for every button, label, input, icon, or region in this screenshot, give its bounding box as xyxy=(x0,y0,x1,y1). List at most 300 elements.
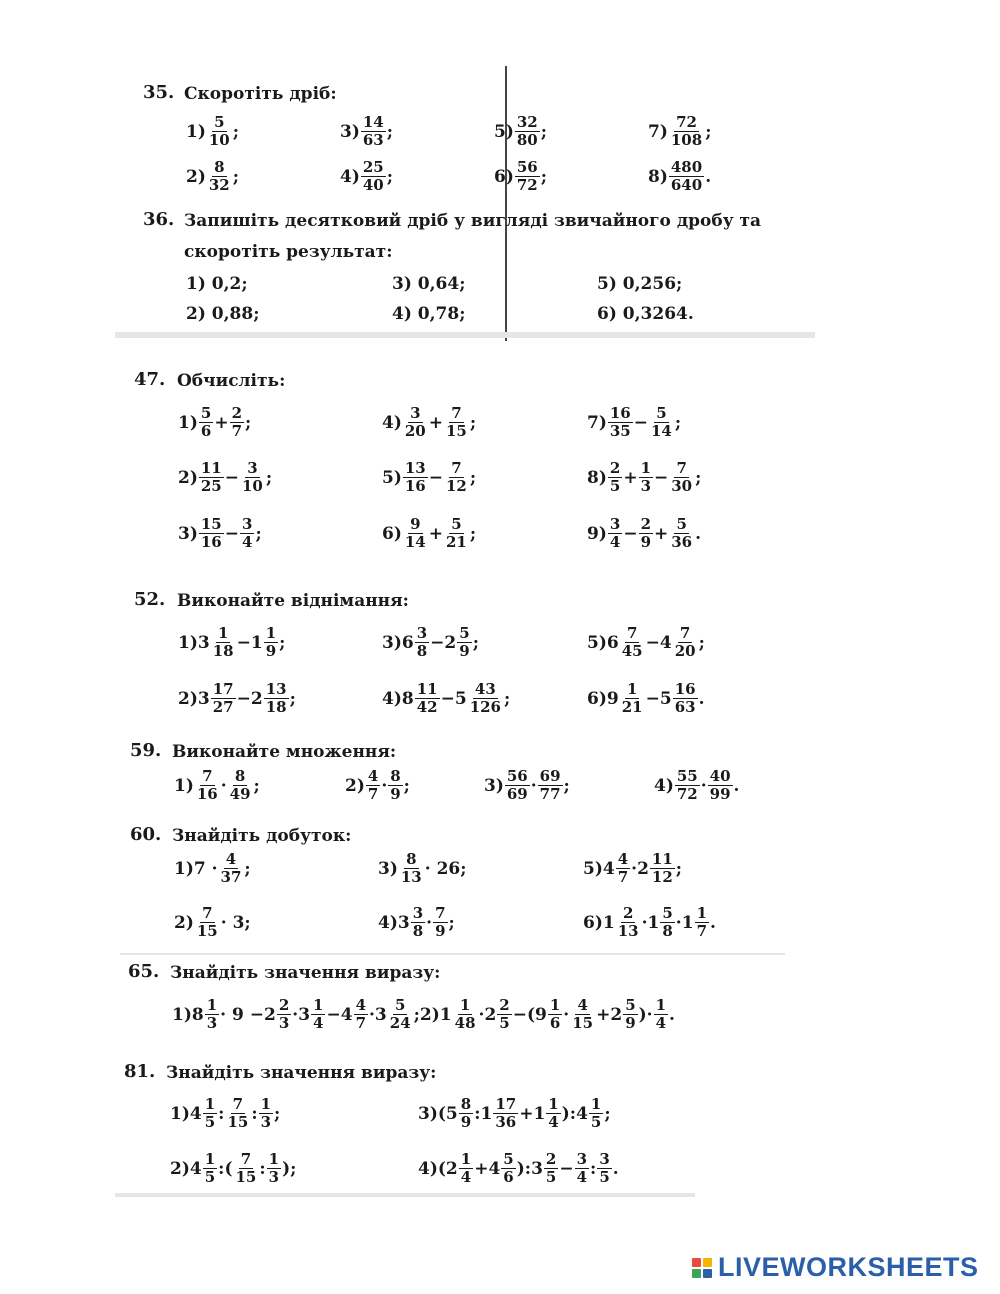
bracket: ) xyxy=(516,1158,525,1179)
item-label: 6) xyxy=(494,166,514,187)
numerator: 72 xyxy=(676,113,697,131)
denominator: 10 xyxy=(208,131,230,149)
fraction xyxy=(505,769,530,802)
ex47-item xyxy=(587,406,681,439)
item-label: 6) xyxy=(583,912,603,933)
fraction xyxy=(264,682,289,715)
denominator: 640 xyxy=(670,176,703,194)
denominator: 40 xyxy=(362,176,384,194)
numerator: 14 xyxy=(362,113,384,131)
fraction xyxy=(444,517,469,550)
numerator: 7 xyxy=(451,459,462,477)
denominator: 4 xyxy=(548,1113,559,1131)
fraction xyxy=(225,1097,250,1130)
fraction xyxy=(433,906,447,939)
fraction xyxy=(546,1097,560,1130)
denominator: 99 xyxy=(709,785,731,803)
denominator: 6 xyxy=(200,422,212,440)
numerator: 55 xyxy=(676,767,698,785)
punctuation: ; xyxy=(695,467,702,488)
ex35-item xyxy=(186,115,239,148)
denominator: 5 xyxy=(590,1113,602,1131)
denominator: 32 xyxy=(208,176,230,194)
whole-part: 4 xyxy=(602,858,615,879)
ex52-item xyxy=(587,626,705,659)
fraction xyxy=(459,1097,473,1130)
numerator: 1 xyxy=(640,459,651,477)
denominator: 108 xyxy=(670,131,703,149)
fraction xyxy=(211,626,236,659)
operator: 7 · xyxy=(193,858,218,879)
operator: − xyxy=(440,688,455,709)
fraction xyxy=(199,517,224,550)
fraction xyxy=(444,461,469,494)
denominator: 3 xyxy=(206,1014,218,1032)
ex59-item xyxy=(174,769,260,802)
operator: − xyxy=(654,467,669,488)
item-label: 4) xyxy=(382,688,402,709)
numerator: 5 xyxy=(394,996,406,1014)
punctuation: . xyxy=(612,1158,619,1179)
item-label: 7) xyxy=(587,412,607,433)
denominator: 7 xyxy=(696,922,707,940)
whole-part: 2 xyxy=(610,1004,623,1025)
fraction xyxy=(311,998,325,1031)
numerator: 4 xyxy=(577,996,588,1014)
whole-part: 1 xyxy=(681,912,694,933)
denominator: 5 xyxy=(609,477,621,495)
denominator: 13 xyxy=(617,922,639,940)
fraction xyxy=(444,406,469,439)
fraction xyxy=(669,160,704,193)
fraction xyxy=(639,461,653,494)
numerator: 1 xyxy=(460,1150,472,1168)
numerator: 3 xyxy=(576,1150,588,1168)
numerator: 4 xyxy=(617,850,629,868)
item-label: 1) xyxy=(178,632,198,653)
fraction xyxy=(544,1152,558,1185)
logo-text: LIVEWORKSHEETS xyxy=(718,1252,979,1282)
numerator: 56 xyxy=(506,767,528,785)
operator: · xyxy=(646,1004,653,1025)
punctuation: ; xyxy=(674,412,682,433)
ex59-title: Виконайте множення: xyxy=(172,742,397,762)
bracket: ) xyxy=(561,1103,570,1124)
numerator: 8 xyxy=(460,1095,472,1113)
fraction xyxy=(233,1152,258,1185)
punctuation: . xyxy=(669,1004,675,1025)
fraction xyxy=(639,517,653,550)
numerator: 1 xyxy=(204,1095,216,1113)
whole-part: 1 xyxy=(602,912,615,933)
ex65-item xyxy=(172,998,675,1031)
punctuation: ; xyxy=(604,1103,611,1124)
operator: − xyxy=(224,467,239,488)
fraction xyxy=(230,406,244,439)
operator: : xyxy=(218,1103,225,1124)
denominator: 9 xyxy=(390,785,401,803)
fraction xyxy=(623,998,637,1031)
item-label: 5) xyxy=(583,858,603,879)
fraction xyxy=(240,517,254,550)
fraction xyxy=(660,906,674,939)
numerator: 7 xyxy=(202,904,213,922)
punctuation: ; xyxy=(265,467,273,488)
ex60-title: Знайдіть добуток: xyxy=(172,826,352,846)
operator: + xyxy=(596,1004,611,1025)
fraction xyxy=(708,769,733,802)
denominator: 15 xyxy=(235,1168,257,1186)
operator: : xyxy=(569,1103,577,1124)
ex81-number: 81. xyxy=(124,1061,156,1082)
numerator: 1 xyxy=(268,1150,280,1168)
operator: : xyxy=(474,1103,481,1124)
punctuation: ; xyxy=(289,688,296,709)
operator: − xyxy=(559,1158,574,1179)
denominator: 4 xyxy=(242,533,253,551)
punctuation: . xyxy=(695,523,702,544)
ex81-item xyxy=(418,1097,611,1130)
numerator: 3 xyxy=(609,515,621,533)
ex36-title-line1: Запишіть десятковий дріб у вигляді звичайного дробу та xyxy=(184,211,762,231)
item-label: 2) xyxy=(186,166,206,187)
numerator: 8 xyxy=(214,158,225,176)
operator: · xyxy=(426,912,433,933)
operator: + xyxy=(654,523,669,544)
fraction xyxy=(675,769,700,802)
bracket: ) xyxy=(282,1158,291,1179)
item-label: 3) xyxy=(382,632,402,653)
ex52-item xyxy=(587,682,704,715)
scan-bottom-strip-1 xyxy=(115,332,815,338)
numerator: 5 xyxy=(200,404,212,422)
numerator: 8 xyxy=(234,767,246,785)
numerator: 3 xyxy=(410,404,421,422)
numerator: 480 xyxy=(670,158,703,176)
logo-square-yellow xyxy=(703,1258,712,1267)
ex60-number: 60. xyxy=(130,824,162,845)
punctuation: ; xyxy=(386,166,394,187)
numerator: 1 xyxy=(217,624,229,642)
operator: · 26; xyxy=(424,858,467,879)
operator: · xyxy=(675,912,682,933)
punctuation: . xyxy=(705,166,712,187)
denominator: 49 xyxy=(229,785,251,803)
numerator: 7 xyxy=(451,404,462,422)
item-label: 2) xyxy=(178,688,198,709)
whole-part: 2 xyxy=(444,632,457,653)
ex60-item xyxy=(174,852,251,885)
ex36-item-4: 4) 0,78; xyxy=(392,304,466,324)
whole-part: 5 xyxy=(445,1103,458,1124)
ex47-number: 47. xyxy=(134,369,166,390)
punctuation: ; xyxy=(244,858,251,879)
denominator: 30 xyxy=(671,477,693,495)
operator: : xyxy=(524,1158,532,1179)
denominator: 16 xyxy=(200,533,222,551)
ex59-item xyxy=(484,769,570,802)
fraction xyxy=(411,906,425,939)
denominator: 4 xyxy=(655,1014,667,1032)
operator: : xyxy=(259,1158,266,1179)
numerator: 7 xyxy=(679,624,691,642)
numerator: 5 xyxy=(662,904,673,922)
numerator: 7 xyxy=(676,459,687,477)
ex36-number: 36. xyxy=(143,209,175,230)
punctuation: ; xyxy=(232,121,240,142)
fraction xyxy=(207,115,232,148)
fraction xyxy=(597,1152,611,1185)
denominator: 3 xyxy=(260,1113,272,1131)
ex47-item xyxy=(382,517,476,550)
numerator: 4 xyxy=(367,767,379,785)
denominator: 18 xyxy=(212,642,234,660)
ex52-item xyxy=(382,682,510,715)
denominator: 3 xyxy=(278,1014,290,1032)
numerator: 17 xyxy=(495,1095,517,1113)
fraction xyxy=(669,461,694,494)
numerator: 11 xyxy=(416,680,438,698)
whole-part: 3 xyxy=(531,1158,543,1179)
ex36-item-3: 3) 0,64; xyxy=(392,274,466,294)
numerator: 5 xyxy=(214,113,225,131)
operator: − xyxy=(428,467,443,488)
fraction xyxy=(415,626,429,659)
whole-part: 1 xyxy=(480,1103,493,1124)
fraction xyxy=(403,461,428,494)
ex60-item xyxy=(378,852,467,885)
operator: + xyxy=(623,467,638,488)
denominator: 6 xyxy=(503,1168,514,1186)
whole-part: 1 xyxy=(250,632,263,653)
numerator: 16 xyxy=(609,404,631,422)
numerator: 1 xyxy=(655,996,667,1014)
fraction xyxy=(457,626,471,659)
denominator: 36 xyxy=(671,533,693,551)
ex47-item xyxy=(587,461,701,494)
ex65-number: 65. xyxy=(128,961,160,982)
operator: − xyxy=(326,1004,341,1025)
item-label: 4) xyxy=(418,1158,438,1179)
ex35-number: 35. xyxy=(143,82,175,103)
punctuation: ; xyxy=(705,121,712,142)
ex60-item xyxy=(583,906,716,939)
operator: + xyxy=(214,412,229,433)
bracket: ( xyxy=(437,1103,446,1124)
fraction xyxy=(199,461,224,494)
ex60-item xyxy=(378,906,455,939)
operator: − xyxy=(623,523,638,544)
ex47-item xyxy=(178,461,272,494)
punctuation: ; xyxy=(448,912,455,933)
item-label: 4) xyxy=(382,412,402,433)
numerator: 3 xyxy=(412,904,424,922)
fraction xyxy=(219,852,244,885)
operator: + xyxy=(428,523,443,544)
denominator: 69 xyxy=(506,785,528,803)
whole-part: 2 xyxy=(484,1004,497,1025)
denominator: 4 xyxy=(609,533,621,551)
fraction xyxy=(616,906,641,939)
fraction xyxy=(207,160,232,193)
denominator: 9 xyxy=(625,1014,636,1032)
fraction xyxy=(195,769,220,802)
ex47-item xyxy=(382,406,476,439)
operator: · xyxy=(641,912,648,933)
denominator: 77 xyxy=(539,785,561,803)
denominator: 63 xyxy=(362,131,384,149)
ex81-item xyxy=(170,1152,296,1185)
fraction xyxy=(267,1152,281,1185)
operator: + xyxy=(519,1103,534,1124)
punctuation: . xyxy=(733,775,740,796)
ex52-title: Виконайте віднімання: xyxy=(177,591,409,611)
item-label: 3) xyxy=(418,1103,438,1124)
whole-part: 8 xyxy=(401,688,414,709)
denominator: 3 xyxy=(640,477,651,495)
item-label: 3) xyxy=(178,523,198,544)
punctuation: ; xyxy=(274,1103,281,1124)
whole-part: 3 xyxy=(397,912,410,933)
item-label: 1) xyxy=(174,858,194,879)
ex47-item xyxy=(178,406,251,439)
whole-part: 2 xyxy=(637,858,649,879)
punctuation: ; xyxy=(504,688,511,709)
denominator: 126 xyxy=(469,698,501,716)
numerator: 1 xyxy=(265,624,277,642)
denominator: 12 xyxy=(651,868,673,886)
fraction xyxy=(240,461,265,494)
ex52-item xyxy=(178,682,296,715)
fraction xyxy=(361,115,386,148)
whole-part: 9 xyxy=(606,688,619,709)
whole-part: 4 xyxy=(576,1103,588,1124)
operator: · xyxy=(700,775,707,796)
operator: · xyxy=(369,1004,375,1025)
item-label: 4) xyxy=(378,912,398,933)
numerator: 1 xyxy=(590,1095,602,1113)
ex52-item xyxy=(382,626,479,659)
ex81-item xyxy=(170,1097,280,1130)
denominator: 27 xyxy=(212,698,234,716)
punctuation: . xyxy=(698,688,705,709)
punctuation: ; xyxy=(469,523,477,544)
whole-part: 3 xyxy=(197,688,210,709)
denominator: 35 xyxy=(609,422,631,440)
operator: · xyxy=(292,1004,299,1025)
ex36-title-line2: скоротіть результат: xyxy=(184,242,393,262)
item-label: 3) xyxy=(484,775,504,796)
operator: · xyxy=(563,1004,570,1025)
fraction xyxy=(673,682,698,715)
fraction xyxy=(501,1152,515,1185)
ex35-item xyxy=(340,115,393,148)
numerator: 2 xyxy=(640,515,651,533)
denominator: 4 xyxy=(460,1168,472,1186)
fraction xyxy=(399,852,424,885)
denominator: 72 xyxy=(516,176,538,194)
denominator: 5 xyxy=(545,1168,557,1186)
whole-part: 4 xyxy=(340,1004,353,1025)
denominator: 16 xyxy=(196,785,218,803)
fraction xyxy=(548,998,562,1031)
denominator: 37 xyxy=(220,868,242,886)
operator: · xyxy=(530,775,537,796)
bracket: ( xyxy=(437,1158,446,1179)
fraction xyxy=(515,160,540,193)
numerator: 32 xyxy=(516,113,538,131)
numerator: 1 xyxy=(206,996,218,1014)
item-label: 1) xyxy=(170,1103,190,1124)
numerator: 11 xyxy=(651,850,673,868)
denominator: 15 xyxy=(196,922,218,940)
item-label: 1) xyxy=(174,775,194,796)
punctuation: ; xyxy=(563,775,570,796)
whole-part: 6 xyxy=(606,632,619,653)
operator: − xyxy=(236,632,251,653)
denominator: 8 xyxy=(416,642,428,660)
numerator: 1 xyxy=(696,904,707,922)
fraction xyxy=(199,406,213,439)
ex52-item xyxy=(178,626,285,659)
numerator: 3 xyxy=(247,459,258,477)
whole-part: 8 xyxy=(191,1004,204,1025)
punctuation: ; xyxy=(540,166,548,187)
item-label: 2) xyxy=(419,1004,440,1025)
ex60-item xyxy=(174,906,251,939)
fraction xyxy=(608,461,622,494)
fraction xyxy=(650,852,675,885)
operator: − xyxy=(512,1004,527,1025)
denominator: 10 xyxy=(242,477,263,495)
ex36-item-5: 5) 0,256; xyxy=(597,274,683,294)
ex52-number: 52. xyxy=(134,589,166,610)
operator: : xyxy=(251,1103,258,1124)
ex65-title: Знайдіть значення виразу: xyxy=(170,963,441,983)
denominator: 20 xyxy=(674,642,696,660)
ex47-item xyxy=(587,517,701,550)
numerator: 3 xyxy=(599,1150,610,1168)
operator: − xyxy=(224,523,239,544)
item-label: 2) xyxy=(170,1158,190,1179)
denominator: 9 xyxy=(265,642,277,660)
denominator: 7 xyxy=(231,422,242,440)
punctuation: ; xyxy=(540,121,548,142)
item-label: 3) xyxy=(378,858,398,879)
item-label: 2) xyxy=(174,912,194,933)
fraction xyxy=(211,682,236,715)
fraction xyxy=(354,998,368,1031)
operator: : xyxy=(218,1158,225,1179)
whole-part: 1 xyxy=(533,1103,546,1124)
fraction xyxy=(388,769,402,802)
punctuation: ; xyxy=(403,775,410,796)
denominator: 24 xyxy=(389,1014,411,1032)
ex81-item xyxy=(418,1152,619,1185)
punctuation: ; xyxy=(232,166,240,187)
numerator: 1 xyxy=(459,996,471,1014)
numerator: 11 xyxy=(200,459,222,477)
denominator: 7 xyxy=(617,868,629,886)
numerator: 1 xyxy=(549,996,561,1014)
numerator: 43 xyxy=(474,680,496,698)
whole-part: 3 xyxy=(197,632,210,653)
item-label: 8) xyxy=(648,166,668,187)
fraction xyxy=(497,998,511,1031)
numerator: 13 xyxy=(265,680,287,698)
whole-part: 5 xyxy=(659,688,672,709)
numerator: 7 xyxy=(232,1095,244,1113)
